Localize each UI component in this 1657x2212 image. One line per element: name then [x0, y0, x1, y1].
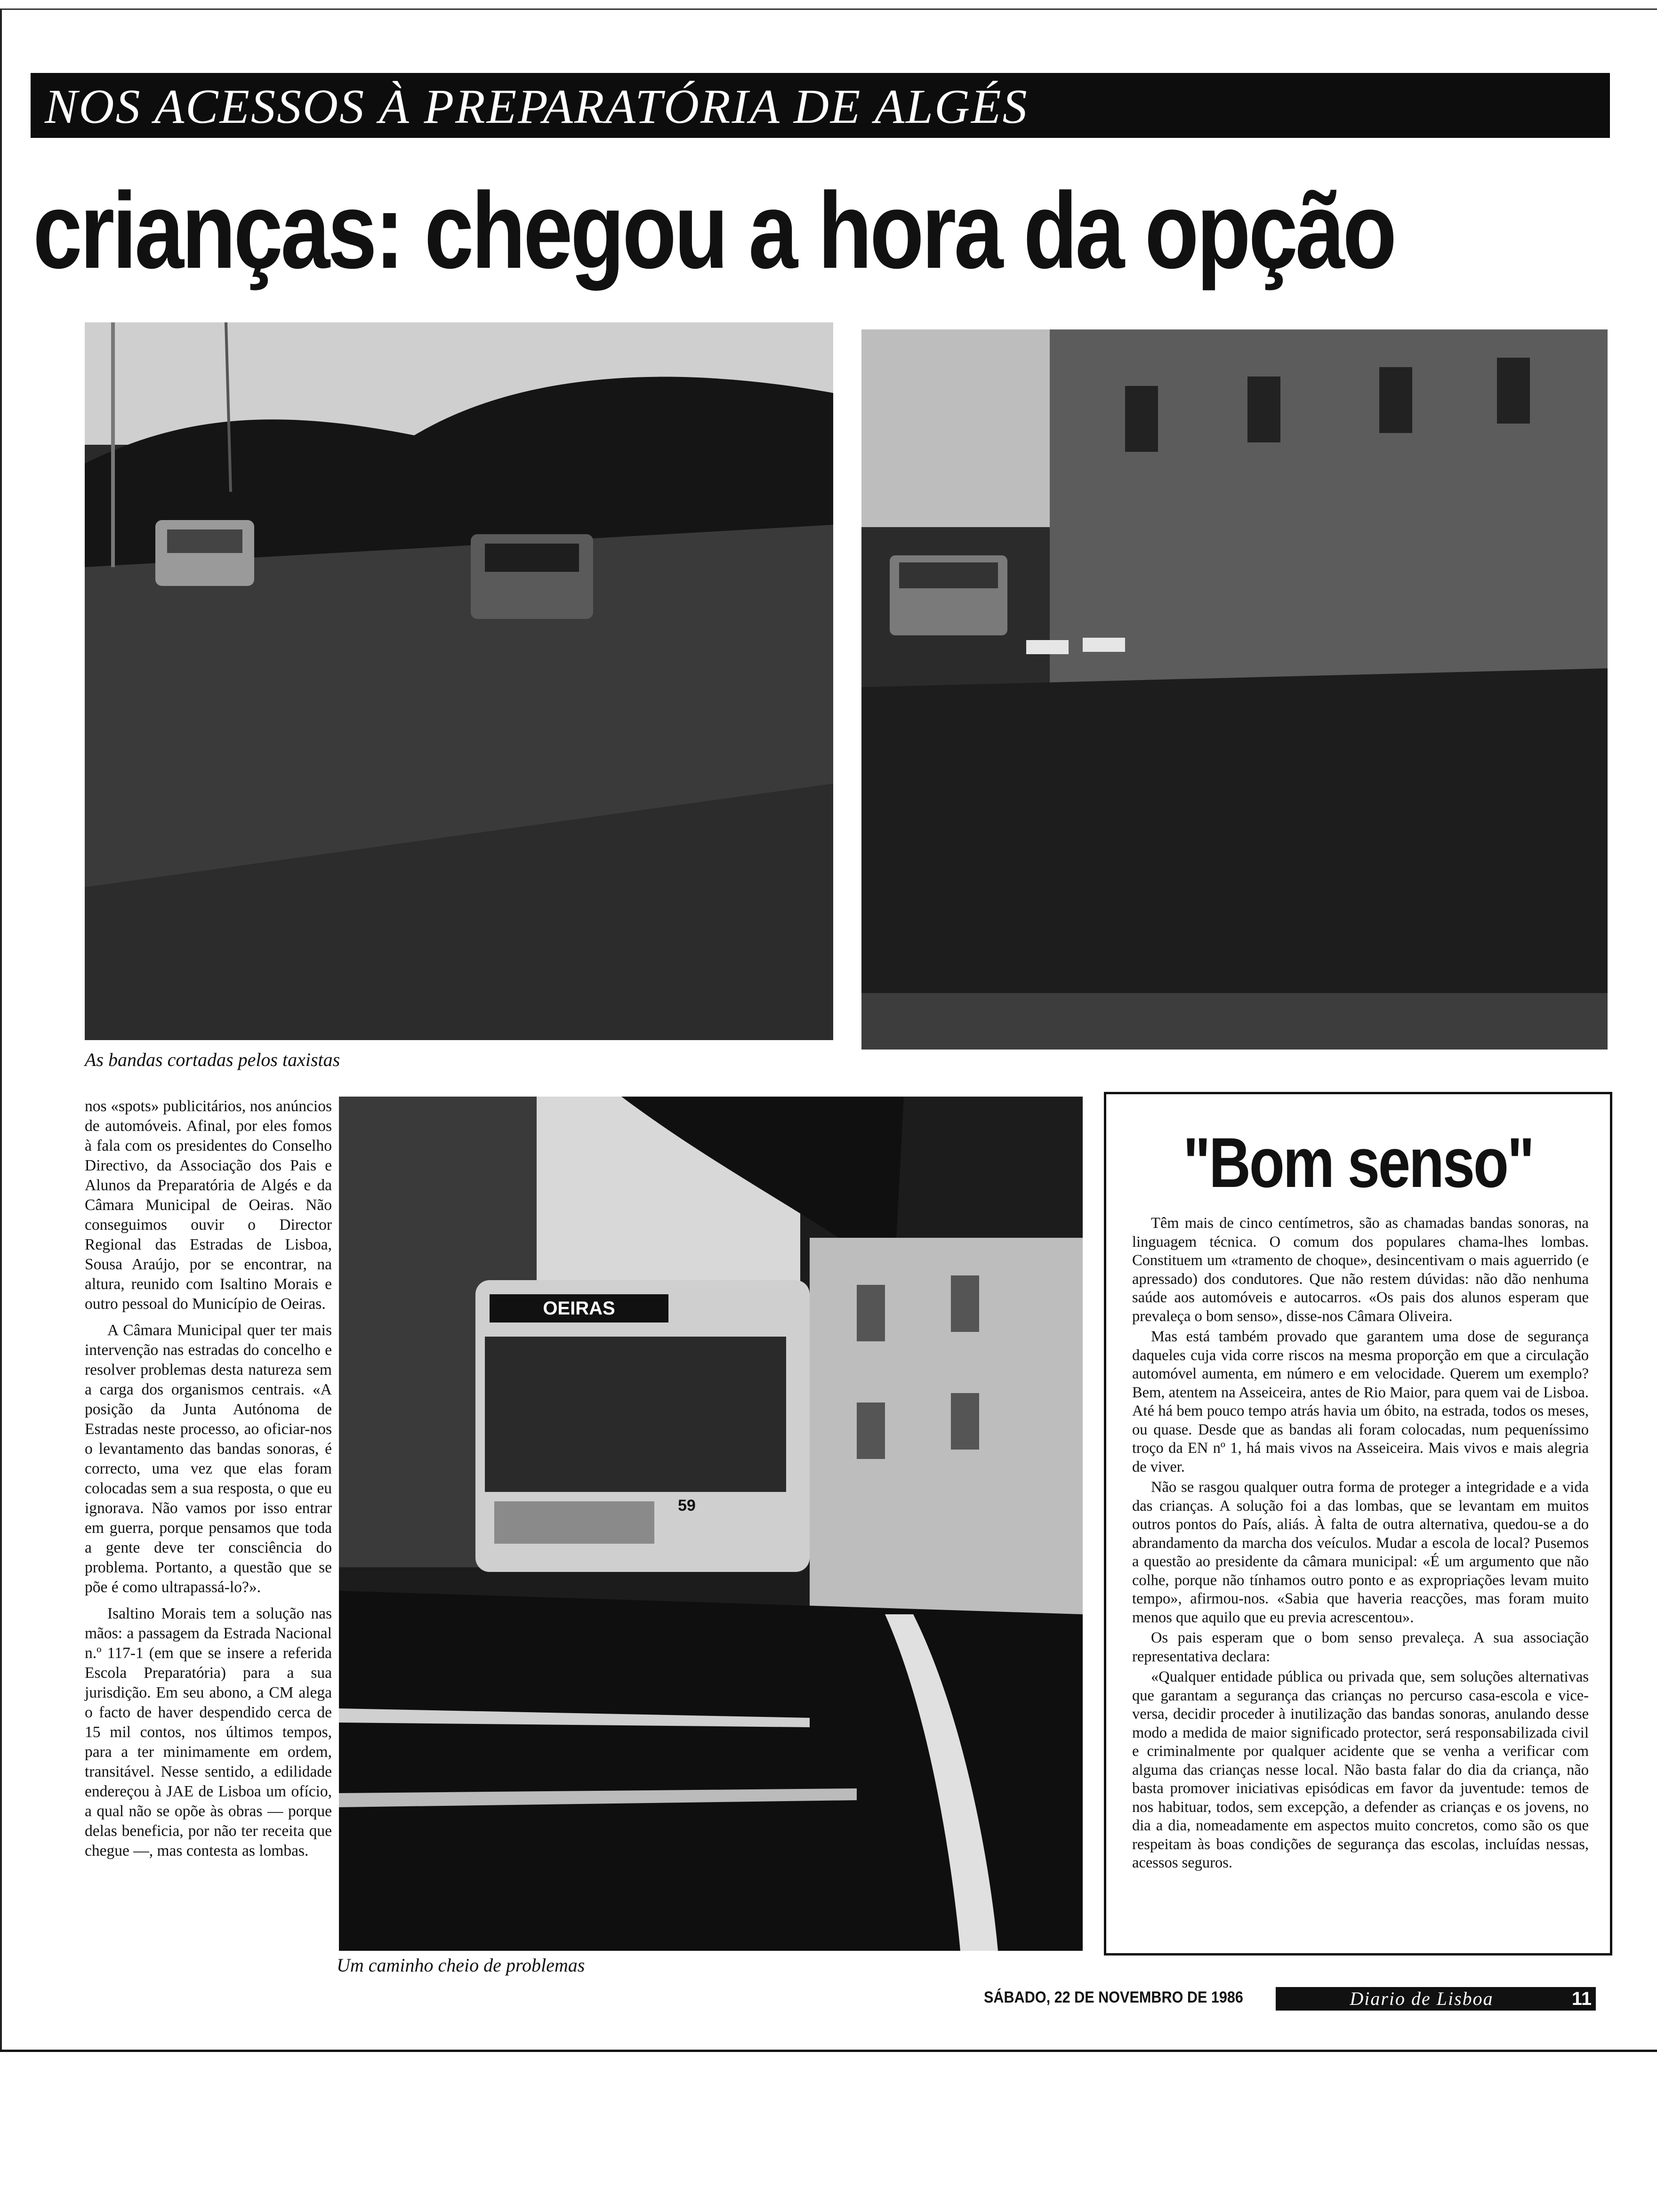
- left-column: [85, 1097, 332, 1861]
- photo-road-cars: [85, 322, 833, 1040]
- kicker: NOS ACESSOS À PREPARATÓRIA DE ALGÉS: [45, 80, 1029, 134]
- page-number: 11: [1568, 1987, 1596, 2011]
- left-paragraph-2: A Câmara Municipal quer ter mais intervenção nas estradas do concelho e resolver problemas desta natureza sem a carga dos organismos centrais. «A posição da Junta Autónoma de Estradas neste processo, ao oficiar-nos o levantamento das bandas sonoras, é correcto, uma vez que elas foram colocadas sem a sua resposta, o que eu ignorava. Não vamos por isso entrar em guerra, porque pensamos que toda a gente deve ter consciência do problema. Portanto, a questão que se põe é como ultrapassá-lo?».: [85, 1322, 332, 1596]
- bus-number: 59: [678, 1497, 696, 1515]
- photo-road-cars-image: [85, 322, 833, 1040]
- photo-street-crossing-image: [861, 329, 1608, 1050]
- photo-street-crossing: [861, 329, 1608, 1050]
- footer-date: SÁBADO, 22 DE NOVEMBRO DE 1986: [984, 1988, 1243, 2006]
- left-edge-rule: [0, 9, 2, 2052]
- left-paragraph-3: Isaltino Morais tem a solução nas mãos: a passagem da Estrada Nacional n.º 117-1 (em que se insere a referida Escola Preparatória) para a sua jurisdição. Em seu abono, a CM alega o facto de haver despendido cerca de 15 mil contos, nos últimos tempos, para a ter minimamente em ordem, transitável. Nesse sentido, a edilidade endereçou à JAE de Lisboa um ofício, a qual não se opõe às obras — porque delas beneficia, por não ter receita que chegue —, mas contesta as lombas.: [85, 1605, 332, 1859]
- bottom-rule: [0, 2050, 1657, 2052]
- sidebar-paragraph-3: Não se rasgou qualquer outra forma de proteger a integridade e a vida das crianças. A solução foi a das lombas, que se levantam em muitos outros pontos do País, aliás. À falta de outra alternativa, quedou-se a do abrandamento da marcha dos veículos. Mudar a escola de local? Pusemos a questão ao presidente da câmara municipal: «É um argumento que não colhe, porque não tínhamos outro ponto e as expropriações levam muito tempo», afirmou-nos. «Sabia que haveria reacções, mas foram muito menos que aquilo que eu previa acrescentou».: [1132, 1479, 1589, 1626]
- kicker-bar: [31, 73, 1610, 138]
- photo-bus-street: [339, 1097, 1083, 1951]
- sidebar-title: "Bom senso": [1183, 1123, 1533, 1202]
- sidebar-paragraph-4: Os pais esperam que o bom senso prevaleça. A sua associação representativa declara:: [1132, 1629, 1589, 1665]
- photo-bus-street-image: [339, 1097, 1083, 1951]
- caption-bottom: Um caminho cheio de problemas: [337, 1955, 585, 1976]
- bus-sign: OEIRAS: [543, 1298, 615, 1319]
- sidebar-paragraph-1: Têm mais de cinco centímetros, são as chamadas bandas sonoras, na linguagem técnica. O comum dos populares chama-lhes lombas. Constituem um «tramento de choque», desincentivam o mais aguerrido (e apressado) dos condutores. Que não restem dúvidas: não dão nenhuma saúde aos automóveis e autocarros. «Os pais dos alunos esperam que prevaleça o bom senso», disse-nos Câmara Oliveira.: [1132, 1215, 1589, 1325]
- top-rule: [0, 8, 1657, 10]
- left-paragraph-1: nos «spots» publicitários, nos anúncios de automóveis. Afinal, por eles fomos à fala com os presidentes do Conselho Directivo, da Associação dos Pais e Alunos da Preparatória de Algés e da Câmara Municipal de Oeiras. Não conseguimos ouvir o Director Regional das Estradas de Lisboa, Sousa Araújo, por se encontrar, na altura, reunido com Isaltino Morais e outro pessoal do Município de Oeiras.: [85, 1098, 332, 1313]
- sidebar-paragraph-5: «Qualquer entidade pública ou privada que, sem soluções alternativas que garantam a segurança das crianças no percurso casa-escola e vice-versa, decidir proceder à inutilização das bandas sonoras, anulando desse modo a medida de maior significado protector, será responsabilizada civil e criminalmente por qualquer acidente que se venha a verificar com alguma das crianças nesse local. Não basta falar do dia da criança, não basta promover iniciativas episódicas em favor da juventude: temos de nos habituar, todos, sem excepção, a defender as crianças e os jovens, no dia a dia, nomeadamente em aspectos muito concretos, como são os que respeitam às boas condições de segurança das escolas, incluídas nessas, acessos seguros.: [1132, 1668, 1589, 1871]
- sidebar-body: [1132, 1214, 1589, 1873]
- masthead: Diario de Lisboa: [1276, 1987, 1568, 2011]
- sidebar-paragraph-2: Mas está também provado que garantem uma dose de segurança daqueles cuja vida corre riscos na mesma proporção em que a circulação automóvel aumenta, em número e em velocidade. Querem um exemplo? Bem, atentem na Asseiceira, antes de Rio Maior, para quem vai de Lisboa. Até há bem pouco tempo atrás havia um óbito, na estrada, todos os meses, ou quase. Desde que as bandas ali foram colocadas, num pequeníssimo troço da EN nº 1, há mais vivos na Asseiceira. Mais vivos e mais alegria de viver.: [1132, 1328, 1589, 1475]
- caption-top: As bandas cortadas pelos taxistas: [85, 1049, 340, 1070]
- headline: crianças: chegou a hora da opção: [33, 170, 1395, 291]
- sidebar-box: [1104, 1092, 1612, 1956]
